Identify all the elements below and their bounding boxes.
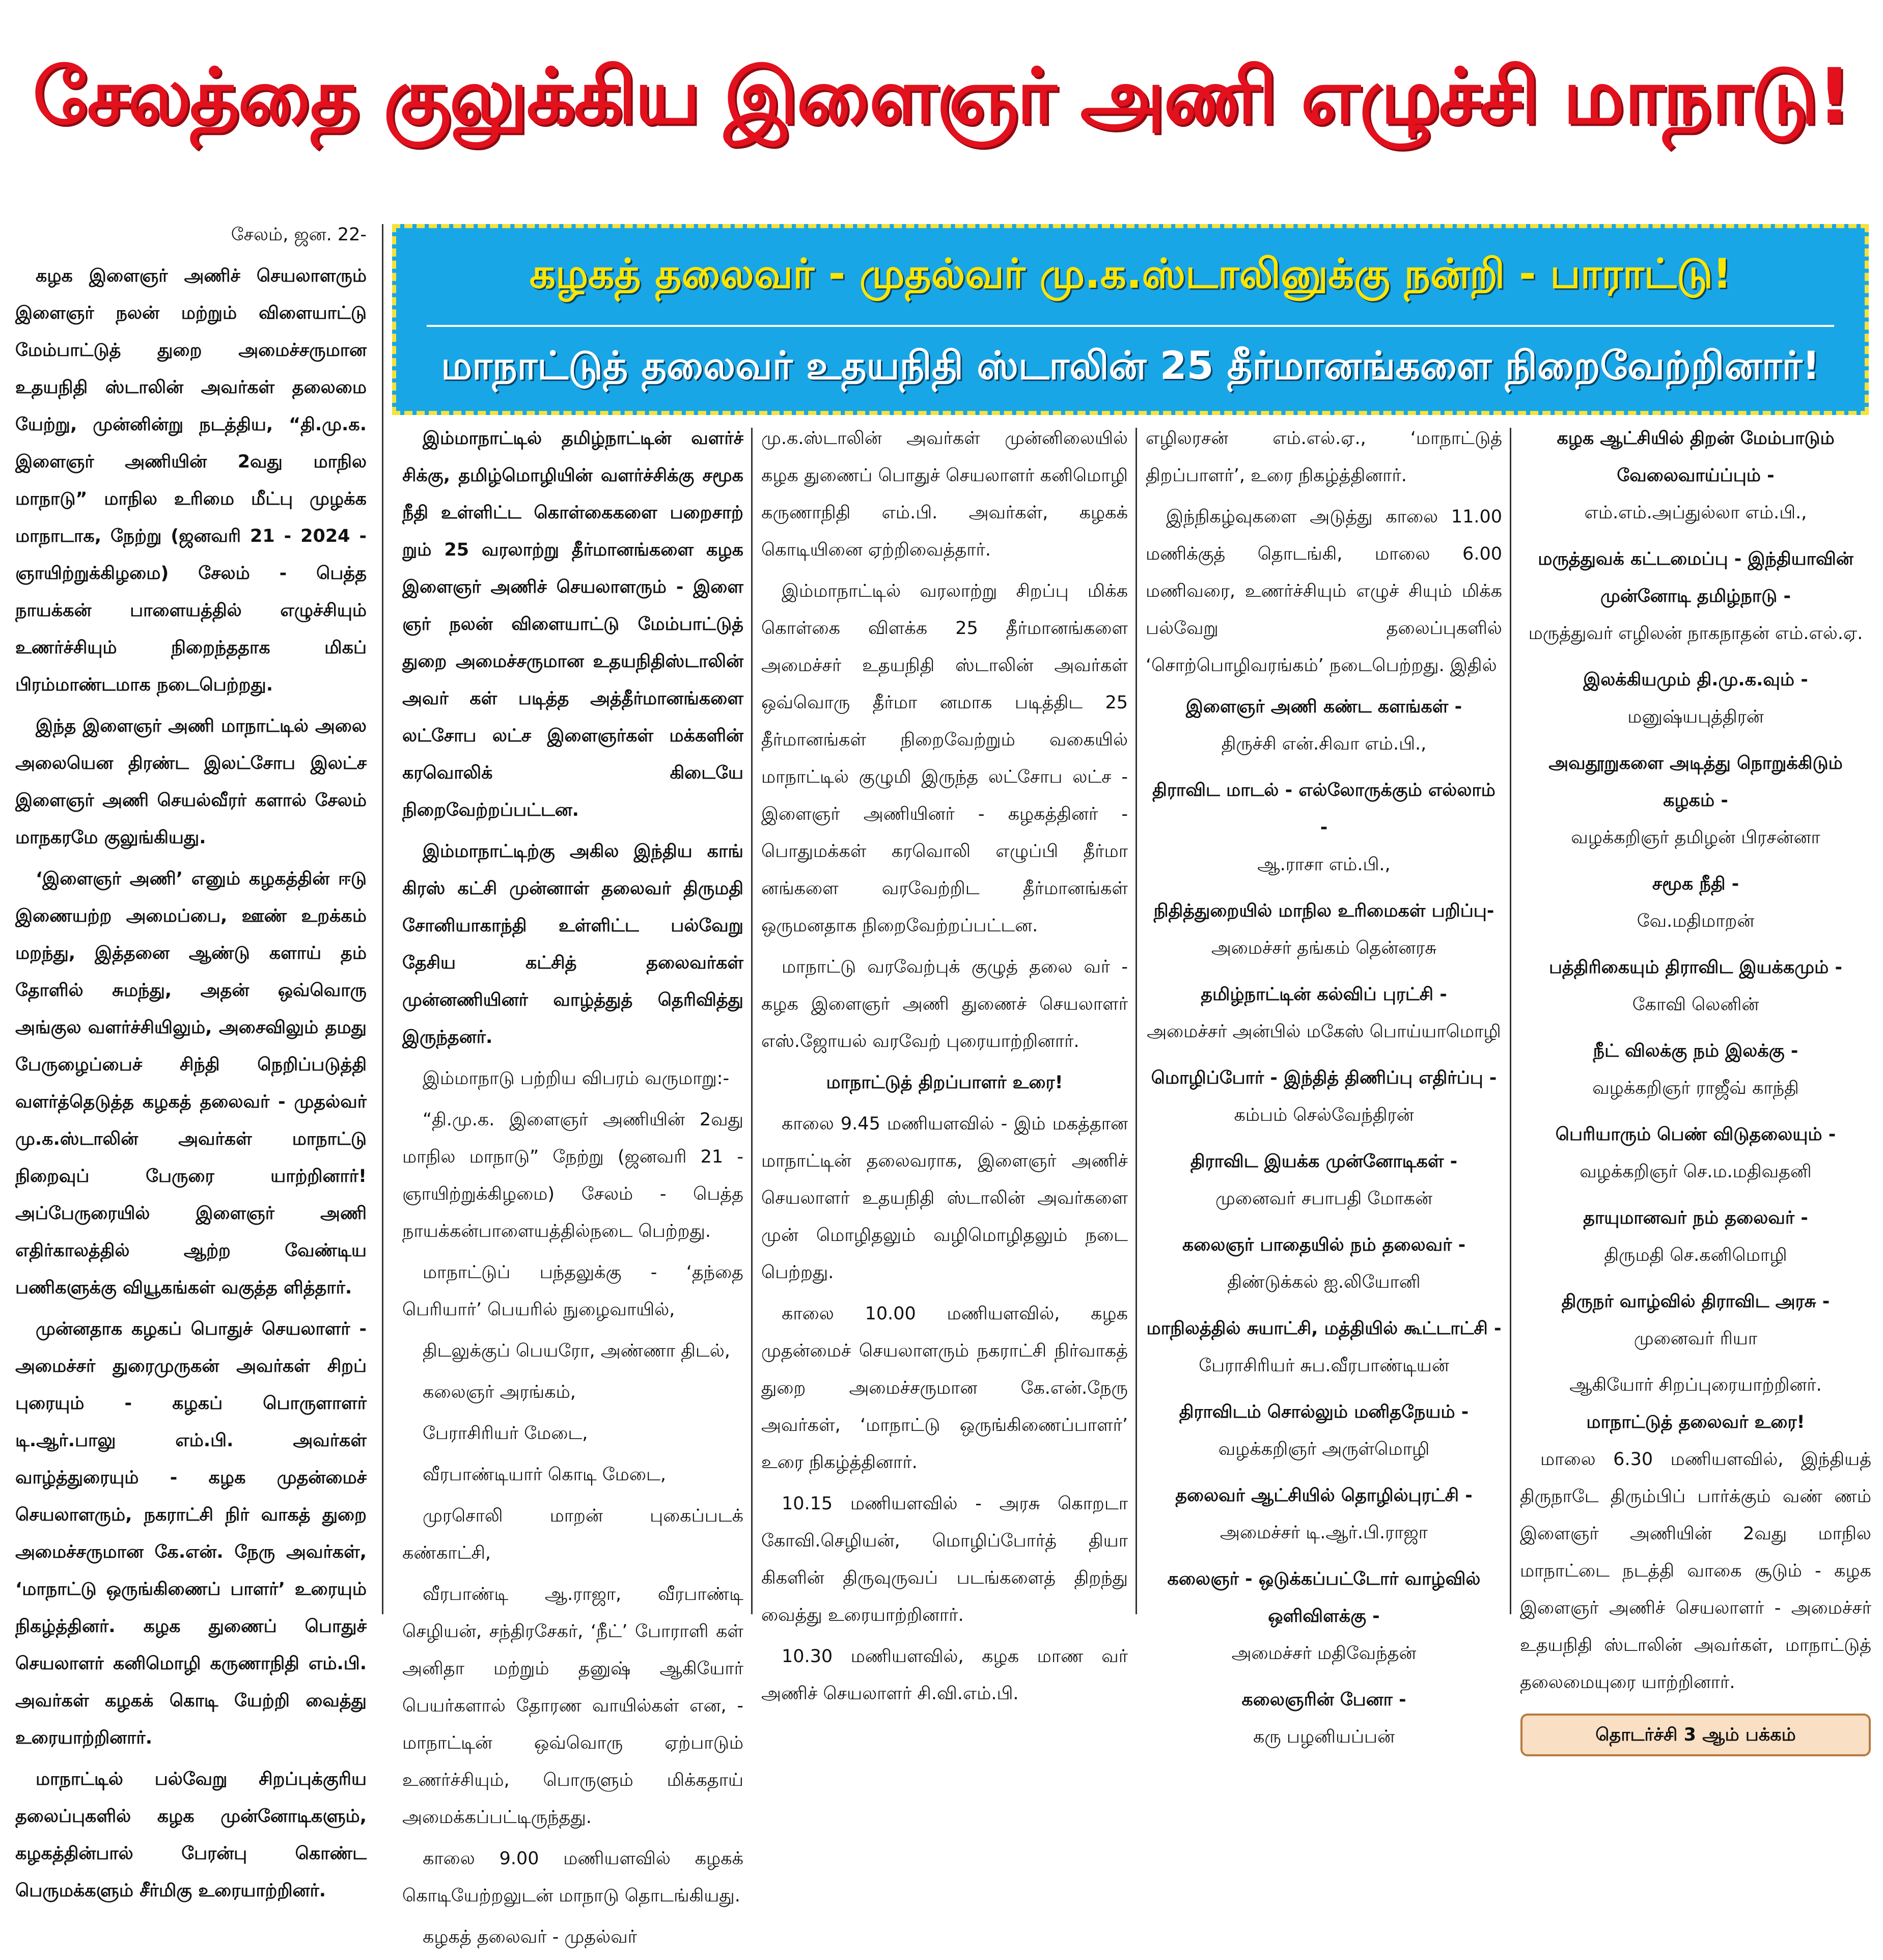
topic-title: சமூக நீதி - [1652, 874, 1739, 894]
col1-para-5: மாநாட்டில் பல்வேறு சிறப்புக்குரிய தலைப்புகளில் கழக முன்னோடிகளும், கழகத்தின்பால் பேரன்பு கொண்ட பெருமக்களும் சீர்மிகு உரையாற்றினர். [15, 1769, 367, 1901]
col2-para-1: இம்மாநாட்டில் தமிழ்நாட்டின் வளர்ச் சிக்கு, தமிழ்மொழியின் வளர்ச்சிக்கு சமூக நீதி உள்ளிட்ட கொள்கைகளை பறைசாற் றும் 25 வரலாற்று தீர்மானங்களை கழக இளைஞர் அணிச் செயலாளரும் - இளை ஞர் நலன் விளையாட்டு மேம்பாட்டுத் துறை அமைச்சருமான உதயநிதிஸ்டாலின் அவர் கள் படித்த அத்தீர்மானங்களை லட்சோப லட்ச இளைஞர்கள் மக்களின் கரவொலிக் கிடையே நிறைவேற்றப்பட்டன. [402, 428, 743, 820]
topic-title: அவதூறுகளை அடித்து நொறுக்கிடும் கழகம் - [1548, 753, 1843, 811]
topic-entry [1520, 1116, 1871, 1191]
topic-speaker: கம்பம் செல்வேந்திரன் [1234, 1105, 1414, 1125]
col2-para-12: காலை 9.00 மணியளவில் கழகக் கொடியேற்றலுடன் மாநாடு தொடங்கியது. [402, 1848, 743, 1906]
topic-speaker: எம்.எம்.அப்துல்லா எம்.பி., [1584, 503, 1807, 523]
col2-para-9: வீரபாண்டியார் கொடி மேடை, [423, 1465, 667, 1485]
col2-para-10: முரசொலி மாறன் புகைப்படக் கண்காட்சி, [402, 1506, 743, 1563]
topic-speaker: வழக்கறிஞர் செ.ம.மதிவதனி [1580, 1162, 1812, 1182]
topic-entry [1146, 1143, 1502, 1218]
topic-speaker: முனைவர் ரியா [1633, 1329, 1758, 1349]
col1-para-1: கழக இளைஞர் அணிச் செயலாளரும் இளைஞர் நலன் மற்றும் விளையாட்டு மேம்பாட்டுத் துறை அமைச்சருமான உதயநிதி ஸ்டாலின் அவர்கள் தலைமை யேற்று, முன்னின்று நடத்திய, “தி.மு.க. இளைஞர் அணியின் 2வது மாநில மாநாடு” மாநில உரிமை மீட்பு முழக்க மாநாடாக, நேற்று (ஜனவரி 21 - 2024 - ஞாயிற்றுக்கிழமை) சேலம் - பெத்த நாயக்கன் பாளையத்தில் எழுச்சியும் உணர்ச்சியும் நிறைந்ததாக மிகப் பிரம்மாண்டமாக நடைபெற்றது. [15, 266, 367, 695]
topic-speaker: கோவி லெனின் [1632, 995, 1759, 1015]
topic-entry [1146, 772, 1502, 884]
topic-title: திருநர் வாழ்வில் திராவிட அரசு - [1561, 1291, 1830, 1312]
topic-entry [1520, 420, 1871, 532]
topic-entry [1520, 1200, 1871, 1274]
topic-entry [1520, 949, 1871, 1024]
topic-entry [1146, 1561, 1502, 1672]
topic-title: பெரியாரும் பெண் விடுதலையும் - [1555, 1124, 1836, 1145]
col3-para-3: மாநாட்டு வரவேற்புக் குழுத் தலை வர் - கழக இளைஞர் அணி துணைச் செயலாளர் எஸ்.ஜோயல் வரவேற் புரையாற்றினார். [761, 957, 1128, 1052]
topic-title: திராவிட இயக்க முன்னோடிகள் - [1190, 1151, 1458, 1172]
column-3 [761, 420, 1128, 1717]
col5-subhead: மாநாட்டுத் தலைவர் உரை! [1586, 1412, 1805, 1432]
headline: சேலத்தை குலுக்கிய இளைஞர் அணி எழுச்சி மாநாடு! [33, 52, 1850, 141]
col2-para-2: இம்மாநாட்டிற்கு அகில இந்திய காங் கிரஸ் கட்சி முன்னாள் தலைவர் திருமதி சோனியாகாந்தி உள்ளிட்ட பல்வேறு தேசிய கட்சித் தலைவர்கள் முன்னணியினர் வாழ்த்துத் தெரிவித்து இருந்தனர். [402, 841, 743, 1047]
col2-para-6: திடலுக்குப் பெயரோ, அண்ணா திடல், [423, 1341, 730, 1361]
topic-entry [1146, 893, 1502, 967]
topic-speaker: திருமதி செ.கனிமொழி [1604, 1245, 1787, 1265]
banner [392, 224, 1869, 415]
topic-speaker: முனைவர் சபாபதி மோகன் [1215, 1189, 1432, 1209]
topic-speaker: கரு பழனியப்பன் [1253, 1727, 1395, 1747]
col5-para: மாலை 6.30 மணியளவில், இந்தியத் திருநாடே திரும்பிப் பார்க்கும் வண் ணம் இளைஞர் அணியின் 2வது மாநில மாநாட்டை நடத்தி வாகை சூடும் - கழக இளைஞர் அணிச் செயலாளர் - அமைச்சர் உதயநிதி ஸ்டாலின் அவர்கள், மாநாட்டுத் தலைமையுரை யாற்றினார். [1520, 1449, 1871, 1693]
topic-entry [1146, 976, 1502, 1051]
column-4 [1146, 420, 1502, 1765]
topic-speaker: திருச்சி என்.சிவா எம்.பி., [1221, 734, 1427, 754]
topic-speaker: திண்டுக்கல் ஐ.லியோனி [1227, 1272, 1421, 1292]
topic-title: திராவிட மாடல் - எல்லோருக்கும் எல்லாம் - [1152, 780, 1496, 838]
closing-line: ஆகியோர் சிறப்புரையாற்றினர். [1569, 1375, 1822, 1395]
topic-speaker: அமைச்சர் டி.ஆர்.பி.ராஜா [1220, 1523, 1428, 1543]
topic-entry [1520, 866, 1871, 940]
topic-speaker: அமைச்சர் மதிவேந்தன் [1231, 1643, 1417, 1664]
topic-speaker: வழக்கறிஞர் அருள்மொழி [1218, 1439, 1430, 1459]
col2-para-7: கலைஞர் அரங்கம், [423, 1382, 576, 1402]
column-rule [1510, 428, 1511, 1614]
topic-speaker: மருத்துவர் எழிலன் நாகநாதன் எம்.எல்.ஏ. [1528, 623, 1863, 644]
topic-speaker: பேராசிரியர் சுப.வீரபாண்டியன் [1199, 1356, 1449, 1376]
col3-para-7: 10.30 மணியளவில், கழக மாண வர் அணிச் செயலாளர் சி.வி.எம்.பி. [761, 1646, 1128, 1704]
topic-title: பத்திரிகையும் திராவிட இயக்கமும் - [1548, 957, 1843, 978]
topic-speaker: அமைச்சர் அன்பில் மகேஸ் பொய்யாமொழி [1147, 1022, 1501, 1042]
col3-subhead: மாநாட்டுத் திறப்பாளர் உரை! [826, 1072, 1063, 1093]
column-1 [15, 216, 367, 1914]
topic-title: இலக்கியமும் தி.மு.க.வும் - [1583, 670, 1808, 690]
topic-title: தாயுமானவர் நம் தலைவர் - [1583, 1208, 1808, 1228]
topic-entry [1520, 745, 1871, 857]
col2-para-4: “தி.மு.க. இளைஞர் அணியின் 2வது மாநில மாநாடு” நேற்று (ஜனவரி 21 - ஞாயிற்றுக்கிழமை) சேலம் - பெத்த நாயக்கன்பாளையத்தில்நடை பெற்றது. [402, 1110, 743, 1241]
topic-entry [1146, 1681, 1502, 1756]
topic-entry [1520, 1283, 1871, 1358]
topic-title: தமிழ்நாட்டின் கல்விப் புரட்சி - [1201, 984, 1447, 1005]
topic-entry [1146, 688, 1502, 763]
col4-intro-2: இந்நிகழ்வுகளை அடுத்து காலை 11.00 மணிக்குத் தொடங்கி, மாலை 6.00 மணிவரை, உணர்ச்சியும் எழுச் சியும் மிக்க பல்வேறு தலைப்புகளில் ‘சொற்பொழிவரங்கம்’ நடைபெற்றது. இதில் [1146, 507, 1502, 676]
col4-topic-list [1146, 688, 1502, 1756]
topic-title: கலைஞரின் பேனா - [1241, 1690, 1406, 1710]
col3-para-5: காலை 10.00 மணியளவில், கழக முதன்மைச் செயலாளரும் நகராட்சி நிர்வாகத் துறை அமைச்சருமான கே.என்.நேரு அவர்கள், ‘மாநாட்டு ஒருங்கிணைப்பாளர்’ உரை நிகழ்த்தினார். [761, 1304, 1128, 1473]
topic-speaker: மனுஷ்யபுத்திரன் [1627, 707, 1764, 727]
topic-speaker: ஆ.ராசா எம்.பி., [1257, 854, 1391, 875]
topic-title: இளைஞர் அணி கண்ட களங்கள் - [1185, 697, 1462, 717]
topic-entry [1146, 1227, 1502, 1301]
topic-entry [1146, 1060, 1502, 1134]
col3-para-4: காலை 9.45 மணியளவில் - இம் மகத்தான மாநாட்டின் தலைவராக, இளைஞர் அணிச் செயலாளர் உதயநிதி ஸ்டாலின் அவர்களை முன் மொழிதலும் வழிமொழிதலும் நடை பெற்றது. [761, 1114, 1128, 1283]
col1-para-2: இந்த இளைஞர் அணி மாநாட்டில் அலை அலையென திரண்ட இலட்சோப இலட்ச இளைஞர் அணி செயல்வீரர் களால் சேலம் மாநகரமே குலுங்கியது. [15, 716, 367, 848]
col3-para-1: மு.க.ஸ்டாலின் அவர்கள் முன்னிலையில் கழக துணைப் பொதுச் செயலாளர் கனிமொழி கருணாநிதி எம்.பி. அவர்கள், கழகக் கொடியினை ஏற்றிவைத்தார். [761, 428, 1128, 560]
col4-intro-1: எழிலரசன் எம்.எல்.ஏ., ‘மாநாட்டுத் திறப்பாளர்’, உரை நிகழ்த்தினார். [1146, 428, 1502, 486]
col1-para-3: ‘இளைஞர் அணி’ எனும் கழகத்தின் ஈடு இணையற்ற அமைப்பை, ஊண் உறக்கம் மறந்து, இத்தனை ஆண்டு களாய் தம் தோளில் சுமந்து, அதன் ஒவ்வொரு அங்குல வளர்ச்சியிலும், அசைவிலும் தமது பேருழைப்பைச் சிந்தி நெறிப்படுத்தி வளர்த்தெடுத்த கழகத் தலைவர் - முதல்வர் மு.க.ஸ்டாலின் அவர்கள் மாநாட்டு நிறைவுப் பேருரை யாற்றினார்! அப்பேருரையில் இளைஞர் அணி எதிர்காலத்தில் ஆற்ற வேண்டிய பணிகளுக்கு வியூகங்கள் வகுத்த ளித்தார். [15, 869, 367, 1298]
col3-para-6: 10.15 மணியளவில் - அரசு கொறடா கோவி.செழியன், மொழிப்போர்த் தியா கிகளின் திருவுருவப் படங்களைத் திறந்து வைத்து உரையாற்றினார். [761, 1494, 1128, 1625]
topic-title: கழக ஆட்சியில் திறன் மேம்பாடும் வேலைவாய்ப்பும் - [1557, 428, 1835, 486]
topic-speaker: வழக்கறிஞர் ராஜீவ் காந்தி [1592, 1078, 1799, 1098]
col3-para-2: இம்மாநாட்டில் வரலாற்று சிறப்பு மிக்க கொள்கை விளக்க 25 தீர்மானங்களை அமைச்சர் உதயநிதி ஸ்டாலின் அவர்கள் ஒவ்வொரு தீர்மா னமாக படித்திட 25 தீர்மானங்கள் நிறைவேற்றும் வகையில் மாநாட்டில் குழுமி இருந்த லட்சோப லட்ச - இளைஞர் அணியினர் - கழகத்தினர் - பொதுமக்கள் கரவொலி எழுப்பி தீர்மா னங்களை வரவேற்றிட தீர்மானங்கள் ஒருமனதாக நிறைவேற்றப்பட்டன. [761, 581, 1128, 936]
topic-entry [1146, 1477, 1502, 1552]
continued-box[interactable]: தொடர்ச்சி 3 ஆம் பக்கம் [1520, 1714, 1871, 1756]
topic-title: கலைஞர் பாதையில் நம் தலைவர் - [1182, 1235, 1466, 1255]
col1-para-4: முன்னதாக கழகப் பொதுச் செயலாளர் - அமைச்சர் துரைமுருகன் அவர்கள் சிறப் புரையும் - கழகப் பொருளாளர் டி.ஆர்.பாலு எம்.பி. அவர்கள் வாழ்த்துரையும் - கழக முதன்மைச் செயலாளரும், நகராட்சி நிர் வாகத் துறை அமைச்சருமான கே.என். நேரு அவர்கள், ‘மாநாட்டு ஒருங்கிணைப் பாளர்’ உரையும் நிகழ்த்தினர். கழக துணைப் பொதுச் செயலாளர் கனிமொழி கருணாநிதி எம்.பி. அவர்கள் கழகக் கொடி யேற்றி வைத்து உரையாற்றினார். [15, 1319, 367, 1748]
topic-entry [1520, 661, 1871, 736]
column-rule [751, 428, 753, 1614]
topic-title: தலைவர் ஆட்சியில் தொழில்புரட்சி - [1175, 1485, 1473, 1506]
topic-title: திராவிடம் சொல்லும் மனிதநேயம் - [1179, 1402, 1469, 1422]
topic-title: நீட் விலக்கு நம் இலக்கு - [1593, 1041, 1798, 1061]
topic-title: மருத்துவக் கட்டமைப்பு - இந்தியாவின் முன்னோடி தமிழ்நாடு - [1538, 549, 1853, 606]
topic-entry [1520, 541, 1871, 652]
column-rule [382, 224, 383, 1614]
banner-bottom: மாநாட்டுத் தலைவர் உதயநிதி ஸ்டாலின் 25 தீர்மானங்களை நிறைவேற்றினார்! [440, 343, 1820, 388]
topic-speaker: வழக்கறிஞர் தமிழன் பிரசன்னா [1571, 827, 1820, 848]
topic-title: நிதித்துறையில் மாநில உரிமைகள் பறிப்பு- [1153, 901, 1494, 921]
column-rule [1136, 428, 1137, 1614]
topic-entry [1146, 1310, 1502, 1385]
topic-speaker: அமைச்சர் தங்கம் தென்னரசு [1211, 938, 1437, 958]
col2-para-11: வீரபாண்டி ஆ.ராஜா, வீரபாண்டி செழியன், சந்திரசேகர், ‘நீட்’ போராளி கள் அனிதா மற்றும் தனுஷ் ஆகியோர் பெயர்களால் தோரண வாயில்கள் என, - மாநாட்டின் ஒவ்வொரு ஏற்பாடும் உணர்ச்சியும், பொருளும் மிக்கதாய் அமைக்கப்பட்டிருந்தது. [402, 1584, 743, 1828]
dateline: சேலம், ஜன. 22- [231, 225, 367, 245]
topic-entry [1146, 1394, 1502, 1468]
col2-para-5: மாநாட்டுப் பந்தலுக்கு - ‘தந்தை பெரியார்’ பெயரில் நுழைவாயில், [402, 1262, 743, 1320]
topic-title: கலைஞர் - ஒடுக்கப்பட்டோர் வாழ்வில் ஒளிவிளக்கு - [1167, 1569, 1481, 1626]
topic-title: மாநிலத்தில் சுயாட்சி, மத்தியில் கூட்டாட்சி - [1146, 1318, 1502, 1339]
banner-divider [427, 325, 1834, 327]
banner-top: கழகத் தலைவர் - முதல்வர் மு.க.ஸ்டாலினுக்கு நன்றி - பாராட்டு! [529, 250, 1732, 297]
col2-para-8: பேராசிரியர் மேடை, [423, 1423, 588, 1444]
col2-para-3: இம்மாநாடு பற்றிய விபரம் வருமாறு:- [423, 1068, 730, 1089]
topic-entry [1520, 1033, 1871, 1107]
column-2 [402, 420, 743, 1960]
topic-title: மொழிப்போர் - இந்தித் திணிப்பு எதிர்ப்பு - [1151, 1068, 1497, 1088]
column-5 [1520, 420, 1871, 1756]
topic-speaker: வே.மதிமாறன் [1637, 911, 1755, 931]
col5-topic-list [1520, 420, 1871, 1441]
col2-para-13: கழகத் தலைவர் - முதல்வர் [423, 1927, 637, 1947]
